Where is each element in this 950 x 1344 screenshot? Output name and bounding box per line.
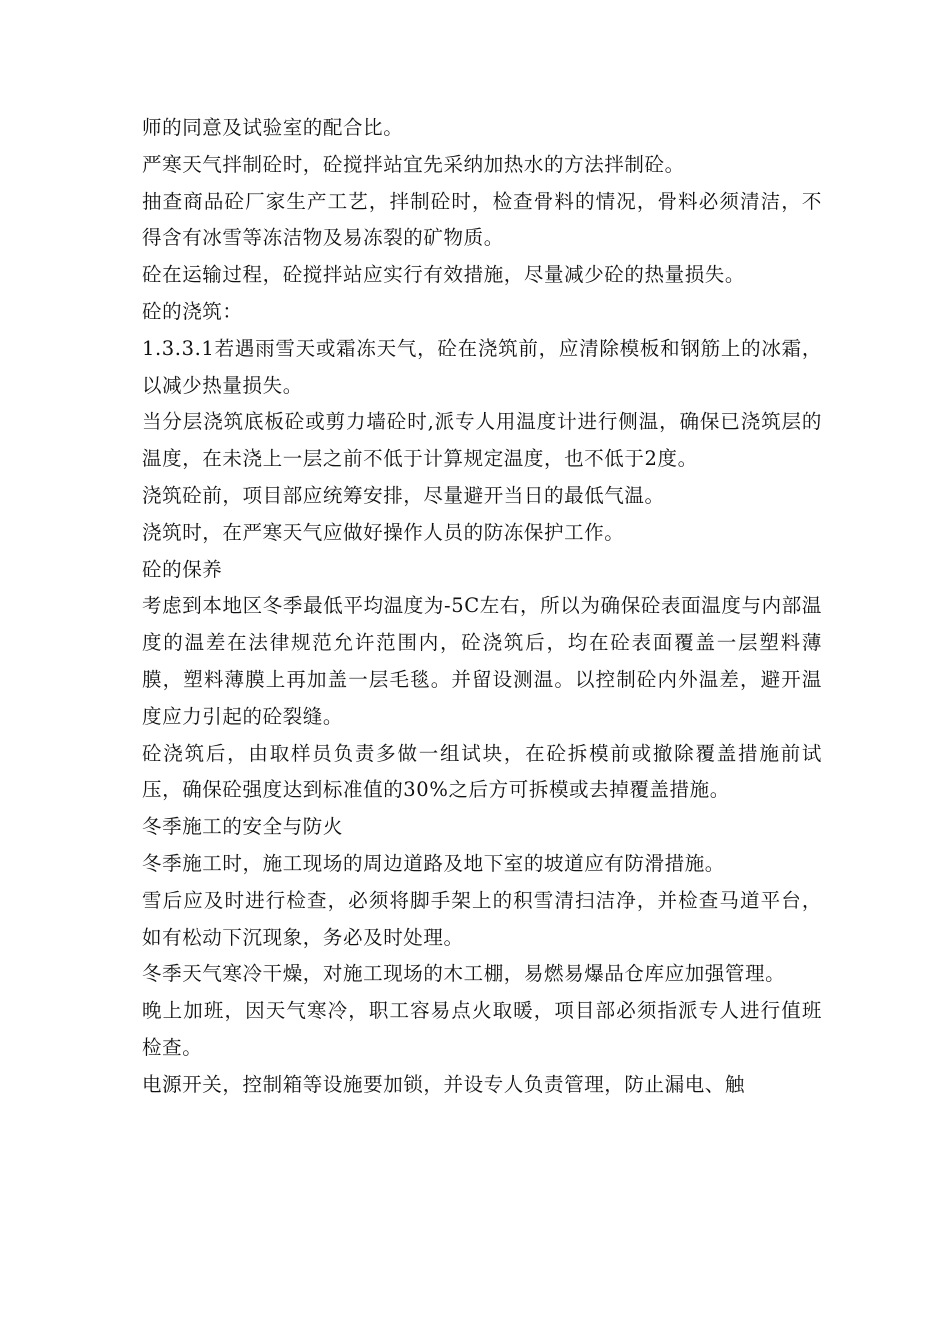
document-body [142,110,822,1104]
paragraph: 考虑到本地区冬季最低平均温度为-5C左右，所以为确保砼表面温度与内部温度的温差在法律规范允许范围内，砼浇筑后，均在砼表面覆盖一层塑料薄膜，塑料薄膜上再加盖一层毛毯。并留设测温。以控制砼内外温差，避开温度应力引起的砼裂缝。 [142,594,822,728]
paragraph: 严寒天气拌制砼时，砼搅拌站宜先采纳加热水的方法拌制砼。 [142,152,685,176]
paragraph: 晚上加班，因天气寒冷，职工容易点火取暖，项目部必须指派专人进行值班检查。 [142,999,822,1059]
paragraph: 电源开关，控制箱等设施要加锁，并设专人负责管理，防止漏电、触 [142,1072,746,1096]
paragraph: 浇筑砼前，项目部应统筹安排，尽量避开当日的最低气温。 [142,483,665,507]
paragraph: 雪后应及时进行检查，必须将脚手架上的积雪清扫洁净，并检查马道平台，如有松动下沉现象，务必及时处理。 [142,888,822,949]
paragraph: 浇筑时，在严寒天气应做好操作人员的防冻保护工作。 [142,520,625,544]
paragraph: 师的同意及试验室的配合比。 [142,116,404,139]
paragraph: 砼在运输过程，砼搅拌站应实行有效措施，尽量减少砼的热量损失。 [142,263,746,287]
section-heading: 砼的保养 [142,557,223,581]
paragraph: 1.3.3.1若遇雨雪天或霜冻天气，砼在浇筑前，应清除模板和钢筋上的冰霜，以减少热量损失。 [142,336,822,397]
paragraph: 砼浇筑后，由取样员负责多做一组试块，在砼拆模前或撤除覆盖措施前试压，确保砼强度达到标准值的30%之后方可拆模或去掉覆盖措施。 [142,741,822,802]
paragraph: 抽查商品砼厂家生产工艺，拌制砼时，检查骨料的情况，骨料必须清洁，不得含有冰雪等冻洁物及易冻裂的矿物质。 [142,189,822,250]
paragraph: 冬季天气寒冷干燥，对施工现场的木工棚，易燃易爆品仓库应加强管理。 [142,962,786,986]
paragraph: 冬季施工时，施工现场的周边道路及地下室的坡道应有防滑措施。 [142,851,725,875]
section-heading: 冬季施工的安全与防火 [142,815,344,839]
paragraph: 当分层浇筑底板砼或剪力墙砼时,派专人用温度计进行侧温，确保已浇筑层的温度，在未浇上一层之前不低于计算规定温度，也不低于2度。 [142,410,822,471]
section-heading: 砼的浇筑： [142,299,243,323]
